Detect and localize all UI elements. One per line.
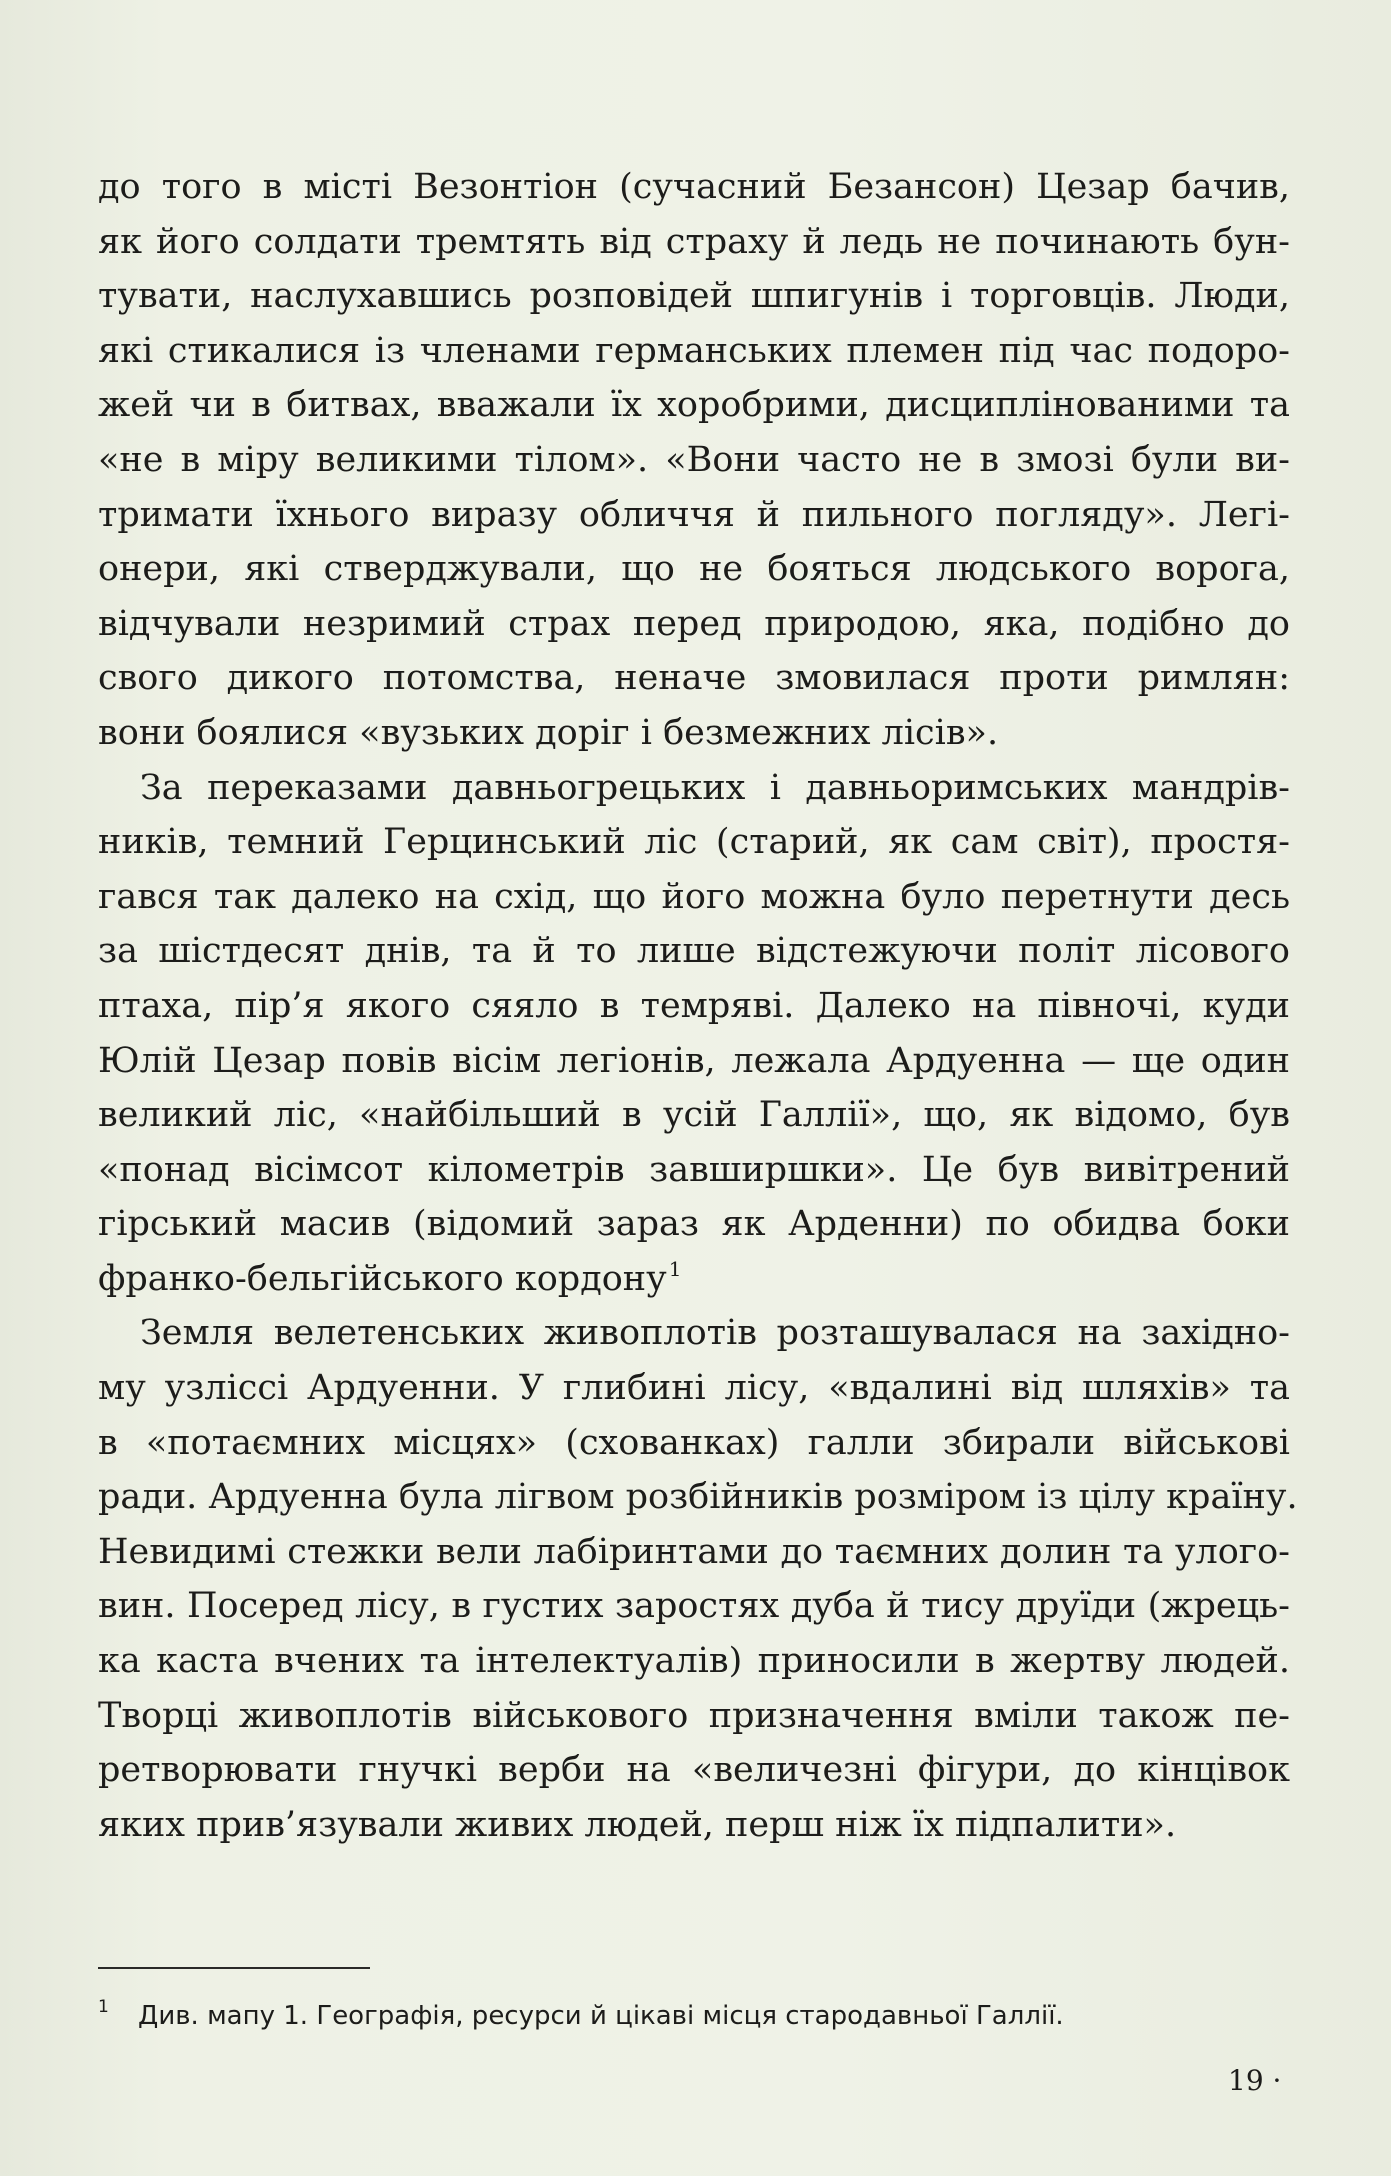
text-line: свого дикого потомства, неначе змовилася проти римлян: xyxy=(98,658,1290,699)
text-line: Творці живоплотів військового призначення вміли також пе- xyxy=(98,1695,1290,1736)
text-line: гірський масив (відомий зараз як Арденни) по обидва боки xyxy=(98,1204,1290,1245)
text-line: яких прив’язували живих людей, перш ніж їх підпалити». xyxy=(98,1804,1177,1845)
paragraph-2 xyxy=(98,761,1290,1307)
footnote-text: Див. мапу 1. Географія, ресурси й цікаві місця стародавньої Галлії. xyxy=(138,2001,1064,2031)
text-line: великий ліс, «найбільший в усій Галлії», що, як відомо, був xyxy=(98,1095,1290,1136)
text-line: Юлій Цезар повів вісім легіонів, лежала Ардуенна — ще один xyxy=(98,1040,1290,1081)
text-line: птаха, пір’я якого сяяло в темряві. Далеко на півночі, куди xyxy=(98,985,1290,1026)
text-line: відчували незримий страх перед природою, яка, подібно до xyxy=(98,603,1290,644)
text-line: в «потаємних місцях» (схованках) галли збирали військові xyxy=(98,1422,1290,1463)
text-line: «не в міру великими тілом». «Вони часто не в змозі були ви- xyxy=(98,439,1290,480)
text-line: Земля велетенських живоплотів розташувалася на західно- xyxy=(140,1313,1290,1354)
text-line: як його солдати тремтять від страху й ледь не починають бун- xyxy=(98,221,1290,262)
body-text xyxy=(98,160,1298,1852)
paragraph-3 xyxy=(98,1306,1298,1852)
paragraph-1 xyxy=(98,160,1290,761)
text-line: гався так далеко на схід, що його можна було перетнути десь xyxy=(98,876,1290,917)
page-number: 19 · xyxy=(1228,2064,1282,2097)
text-line: тувати, наслухавшись розповідей шпигунів і торговців. Люди, xyxy=(98,276,1290,317)
text-line: які стикалися із членами германських племен під час подоро- xyxy=(98,330,1290,371)
text-line: жей чи в битвах, вважали їх хоробрими, дисциплінованими та xyxy=(98,385,1290,426)
text-line: вин. Посеред лісу, в густих заростях дуба й тису друїди (жрець- xyxy=(98,1586,1290,1627)
text-line: ретворювати гнучкі верби на «величезні фігури, до кінцівок xyxy=(98,1750,1290,1791)
text-line: ка каста вчених та інтелектуалів) приносили в жертву людей. xyxy=(98,1641,1290,1682)
footnote-divider xyxy=(98,1967,370,1969)
text-line: вони боялися «вузьких доріг і безмежних лісів». xyxy=(98,712,999,753)
text-line: ради. Ардуенна була лігвом розбійників розміром із цілу країну. xyxy=(98,1477,1298,1518)
text-line: до того в місті Везонтіон (сучасний Безансон) Цезар бачив, xyxy=(98,167,1290,207)
text-line: За переказами давньогрецьких і давньоримських мандрів- xyxy=(140,767,1290,808)
text-line-content: франко-бельгійського кордону xyxy=(98,1258,667,1299)
text-line: ників, темний Герцинський ліс (старий, як сам світ), простя- xyxy=(98,822,1290,863)
text-line: за шістдесят днів, та й то лише відстежуючи політ лісового xyxy=(98,931,1290,972)
footnote-reference: 1 xyxy=(668,1256,682,1281)
text-line: «понад вісімсот кілометрів завширшки». Це був вивітрений xyxy=(98,1149,1290,1190)
text-line: му узліссі Ардуенни. У глибині лісу, «вдалині від шляхів» та xyxy=(98,1368,1290,1409)
footnote: 1 Див. мапу 1. Географія, ресурси й цікаві місця стародавньої Галлії. xyxy=(98,1997,1064,2031)
text-line: тримати їхнього виразу обличчя й пильного погляду». Легі- xyxy=(98,494,1290,535)
text-line: Невидимі стежки вели лабіринтами до таємних долин та улого- xyxy=(98,1531,1290,1572)
text-line: онери, які стверджували, що не бояться людського ворога, xyxy=(98,549,1290,590)
text-line-with-footnote xyxy=(98,1252,1290,1307)
